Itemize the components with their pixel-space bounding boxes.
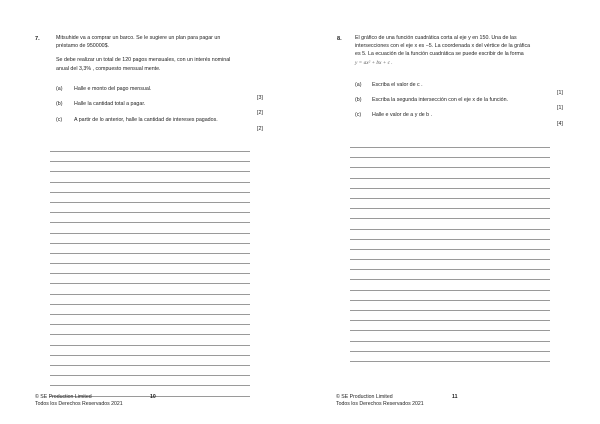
question-part-c: [355, 112, 565, 120]
answer-line[interactable]: [350, 188, 550, 189]
answer-line[interactable]: [350, 147, 550, 148]
answer-line[interactable]: [350, 157, 550, 158]
question-part-c: [56, 117, 266, 125]
answer-line[interactable]: [50, 253, 250, 254]
answer-line[interactable]: [50, 283, 250, 284]
answer-line[interactable]: [50, 263, 250, 264]
answer-line[interactable]: [350, 320, 550, 321]
page-number: 10: [150, 394, 156, 400]
answer-line[interactable]: [350, 310, 550, 311]
part-text: Halle e monto del pago mensual.: [74, 86, 152, 92]
answer-line[interactable]: [50, 171, 250, 172]
marks-badge: [2]: [257, 126, 263, 132]
footer-line: Todos los Derechos Reservados 2021: [336, 400, 424, 407]
intro-line: El gráfico de una función cuadrática corta al eje y en 150. Una de las: [355, 35, 517, 41]
part-label: (a): [56, 86, 63, 92]
question-number: 7.: [35, 36, 40, 42]
answer-line[interactable]: [50, 233, 250, 234]
answer-line[interactable]: [50, 182, 250, 183]
footer-line: © SE Production Limited: [336, 394, 393, 400]
answer-line[interactable]: [350, 239, 550, 240]
part-label: (c): [56, 117, 63, 123]
answer-line[interactable]: [50, 385, 250, 386]
answer-line[interactable]: [50, 161, 250, 162]
answer-line[interactable]: [350, 178, 550, 179]
answer-line[interactable]: [350, 330, 550, 331]
answer-line[interactable]: [50, 375, 250, 376]
answer-line[interactable]: [50, 222, 250, 223]
answer-line[interactable]: [350, 229, 550, 230]
question-number: 8.: [337, 36, 342, 42]
part-text: Halle la cantidad total a pagar.: [74, 101, 146, 107]
equation: y = ax² + bx + c .: [355, 59, 393, 66]
part-label: (b): [56, 101, 63, 107]
answer-line[interactable]: [50, 314, 250, 315]
part-text: A partir de lo anterior, halle la cantidad de intereses pagados.: [74, 117, 218, 123]
page-number: 11: [452, 394, 458, 400]
marks-badge: [4]: [557, 121, 563, 127]
answer-line[interactable]: [350, 361, 550, 362]
answer-line[interactable]: [350, 290, 550, 291]
answer-line[interactable]: [50, 324, 250, 325]
answer-line[interactable]: [350, 167, 550, 168]
marks-badge: [2]: [257, 110, 263, 116]
intro-line: intersecciones con el eje x es −5. La coordenada x del vértice de la gráfica: [355, 43, 531, 50]
question-intro: [56, 34, 266, 73]
intro-line: Se debe realizar un total de 120 pagos mensuales, con un interés nominal: [56, 57, 231, 64]
marks-badge: [3]: [257, 95, 263, 101]
answer-line[interactable]: [50, 294, 250, 295]
answer-line[interactable]: [50, 202, 250, 203]
copyright-footer: [336, 394, 424, 408]
marks-badge: [1]: [557, 105, 563, 111]
answer-line[interactable]: [350, 269, 550, 270]
answer-lines[interactable]: [350, 147, 550, 371]
answer-line[interactable]: [350, 279, 550, 280]
answer-line[interactable]: [350, 208, 550, 209]
answer-line[interactable]: [50, 345, 250, 346]
right-page: [300, 0, 600, 424]
part-text: Escriba la segunda intersección con el eje x de la función.: [372, 97, 509, 103]
marks-badge: [1]: [557, 90, 563, 96]
answer-line[interactable]: [350, 341, 550, 342]
intro-line: Mitsuhide va a comprar un barco. Se le sugiere un plan para pagar un: [56, 35, 221, 41]
part-label: (a): [355, 82, 362, 88]
question-intro: [355, 34, 570, 67]
question-part-b: [56, 101, 266, 109]
answer-lines[interactable]: [50, 151, 250, 406]
answer-line[interactable]: [350, 351, 550, 352]
question-part-a: [56, 86, 266, 94]
answer-line[interactable]: [50, 365, 250, 366]
answer-line[interactable]: [50, 304, 250, 305]
answer-line[interactable]: [50, 192, 250, 193]
part-text: Halle e valor de a y de b .: [372, 112, 433, 118]
answer-line[interactable]: [50, 273, 250, 274]
answer-line[interactable]: [350, 259, 550, 260]
answer-line[interactable]: [350, 249, 550, 250]
answer-line[interactable]: [50, 355, 250, 356]
footer-line: Todos los Derechos Reservados 2021: [35, 400, 123, 407]
part-label: (b): [355, 97, 362, 103]
answer-line[interactable]: [50, 334, 250, 335]
answer-line[interactable]: [350, 218, 550, 219]
intro-line: anual del 3,3% , compuesto mensual mente.: [56, 65, 161, 72]
answer-line[interactable]: [350, 300, 550, 301]
answer-line[interactable]: [50, 243, 250, 244]
question-part-b: [355, 97, 565, 105]
answer-line[interactable]: [350, 198, 550, 199]
intro-line: préstamo de 950000$.: [56, 43, 110, 50]
answer-line[interactable]: [50, 151, 250, 152]
answer-line[interactable]: [50, 212, 250, 213]
copyright-footer: [35, 394, 123, 408]
footer-line: © SE Production Limited: [35, 394, 92, 400]
part-label: (c): [355, 112, 362, 118]
part-text: Escriba el valor de c .: [372, 82, 423, 88]
intro-line: es 5. La ecuación de la función cuadrática se puede escribir de la forma: [355, 51, 524, 58]
question-part-a: [355, 82, 565, 90]
